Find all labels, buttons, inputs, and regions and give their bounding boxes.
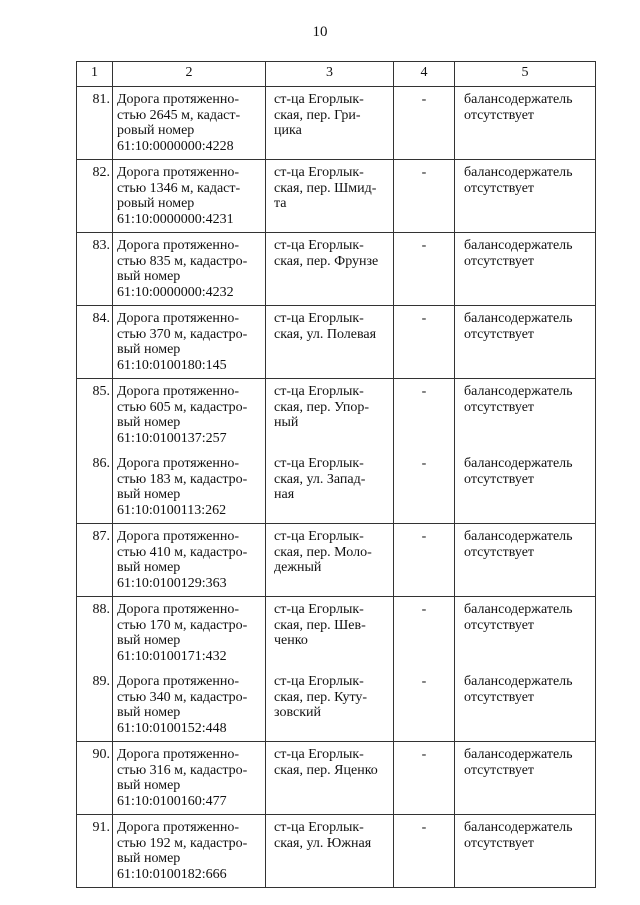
balance-holder: балансодержатель отсутствует bbox=[455, 524, 596, 597]
property-table bbox=[76, 61, 596, 888]
object-area: - bbox=[394, 233, 455, 306]
table-header-row bbox=[77, 62, 596, 87]
table-row bbox=[77, 597, 596, 670]
table-row bbox=[77, 379, 596, 452]
balance-holder: балансодержатель отсутствует bbox=[455, 306, 596, 379]
row-number: 90. bbox=[77, 742, 113, 815]
table-row bbox=[77, 524, 596, 597]
balance-holder: балансодержатель отсутствует bbox=[455, 379, 596, 452]
object-area: - bbox=[394, 87, 455, 160]
column-header-5: 5 bbox=[455, 62, 596, 87]
table-row bbox=[77, 233, 596, 306]
table-row bbox=[77, 87, 596, 160]
balance-holder: балансодержатель отсутствует bbox=[455, 742, 596, 815]
object-area: - bbox=[394, 306, 455, 379]
object-name: Дорога протяженно- стью 1346 м, кадаст- ровый номер 61:10:0000000:4231 bbox=[113, 160, 266, 233]
row-number: 89. bbox=[77, 669, 113, 742]
object-name: Дорога протяженно- стью 835 м, кадастро- вый номер 61:10:0000000:4232 bbox=[113, 233, 266, 306]
row-number: 83. bbox=[77, 233, 113, 306]
object-location: ст-ца Егорлык- ская, пер. Куту- зовский bbox=[266, 669, 394, 742]
object-area: - bbox=[394, 379, 455, 452]
table-row bbox=[77, 669, 596, 742]
object-location: ст-ца Егорлык- ская, ул. Полевая bbox=[266, 306, 394, 379]
object-area: - bbox=[394, 160, 455, 233]
object-location: ст-ца Егорлык- ская, пер. Моло- дежный bbox=[266, 524, 394, 597]
column-header-3: 3 bbox=[266, 62, 394, 87]
object-name: Дорога протяженно- стью 2645 м, кадаст- ровый номер 61:10:0000000:4228 bbox=[113, 87, 266, 160]
object-location: ст-ца Егорлык- ская, пер. Гри- цика bbox=[266, 87, 394, 160]
row-number: 84. bbox=[77, 306, 113, 379]
object-area: - bbox=[394, 597, 455, 670]
object-name: Дорога протяженно- стью 340 м, кадастро- вый номер 61:10:0100152:448 bbox=[113, 669, 266, 742]
object-name: Дорога протяженно- стью 192 м, кадастро- вый номер 61:10:0100182:666 bbox=[113, 815, 266, 888]
balance-holder: балансодержатель отсутствует bbox=[455, 669, 596, 742]
object-area: - bbox=[394, 742, 455, 815]
table-row bbox=[77, 451, 596, 524]
row-number: 81. bbox=[77, 87, 113, 160]
row-number: 86. bbox=[77, 451, 113, 524]
object-location: ст-ца Егорлык- ская, пер. Шев- ченко bbox=[266, 597, 394, 670]
object-area: - bbox=[394, 669, 455, 742]
row-number: 85. bbox=[77, 379, 113, 452]
table-row bbox=[77, 815, 596, 888]
page-number: 10 bbox=[312, 24, 328, 40]
row-number: 88. bbox=[77, 597, 113, 670]
row-number: 87. bbox=[77, 524, 113, 597]
table-row bbox=[77, 160, 596, 233]
object-name: Дорога протяженно- стью 183 м, кадастро- вый номер 61:10:0100113:262 bbox=[113, 451, 266, 524]
object-name: Дорога протяженно- стью 170 м, кадастро- вый номер 61:10:0100171:432 bbox=[113, 597, 266, 670]
balance-holder: балансодержатель отсутствует bbox=[455, 451, 596, 524]
object-location: ст-ца Егорлык- ская, пер. Яценко bbox=[266, 742, 394, 815]
object-location: ст-ца Егорлык- ская, ул. Южная bbox=[266, 815, 394, 888]
column-header-1: 1 bbox=[77, 62, 113, 87]
object-area: - bbox=[394, 451, 455, 524]
balance-holder: балансодержатель отсутствует bbox=[455, 233, 596, 306]
row-number: 82. bbox=[77, 160, 113, 233]
object-location: ст-ца Егорлык- ская, пер. Фрунзе bbox=[266, 233, 394, 306]
balance-holder: балансодержатель отсутствует bbox=[455, 87, 596, 160]
row-number: 91. bbox=[77, 815, 113, 888]
object-area: - bbox=[394, 524, 455, 597]
object-name: Дорога протяженно- стью 605 м, кадастро- вый номер 61:10:0100137:257 bbox=[113, 379, 266, 452]
object-name: Дорога протяженно- стью 316 м, кадастро- вый номер 61:10:0100160:477 bbox=[113, 742, 266, 815]
table-row bbox=[77, 306, 596, 379]
object-location: ст-ца Егорлык- ская, пер. Упор- ный bbox=[266, 379, 394, 452]
balance-holder: балансодержатель отсутствует bbox=[455, 597, 596, 670]
balance-holder: балансодержатель отсутствует bbox=[455, 160, 596, 233]
object-location: ст-ца Егорлык- ская, ул. Запад- ная bbox=[266, 451, 394, 524]
object-name: Дорога протяженно- стью 410 м, кадастро- вый номер 61:10:0100129:363 bbox=[113, 524, 266, 597]
object-name: Дорога протяженно- стью 370 м, кадастро- вый номер 61:10:0100180:145 bbox=[113, 306, 266, 379]
object-area: - bbox=[394, 815, 455, 888]
column-header-4: 4 bbox=[394, 62, 455, 87]
column-header-2: 2 bbox=[113, 62, 266, 87]
balance-holder: балансодержатель отсутствует bbox=[455, 815, 596, 888]
object-location: ст-ца Егорлык- ская, пер. Шмид- та bbox=[266, 160, 394, 233]
table-row bbox=[77, 742, 596, 815]
